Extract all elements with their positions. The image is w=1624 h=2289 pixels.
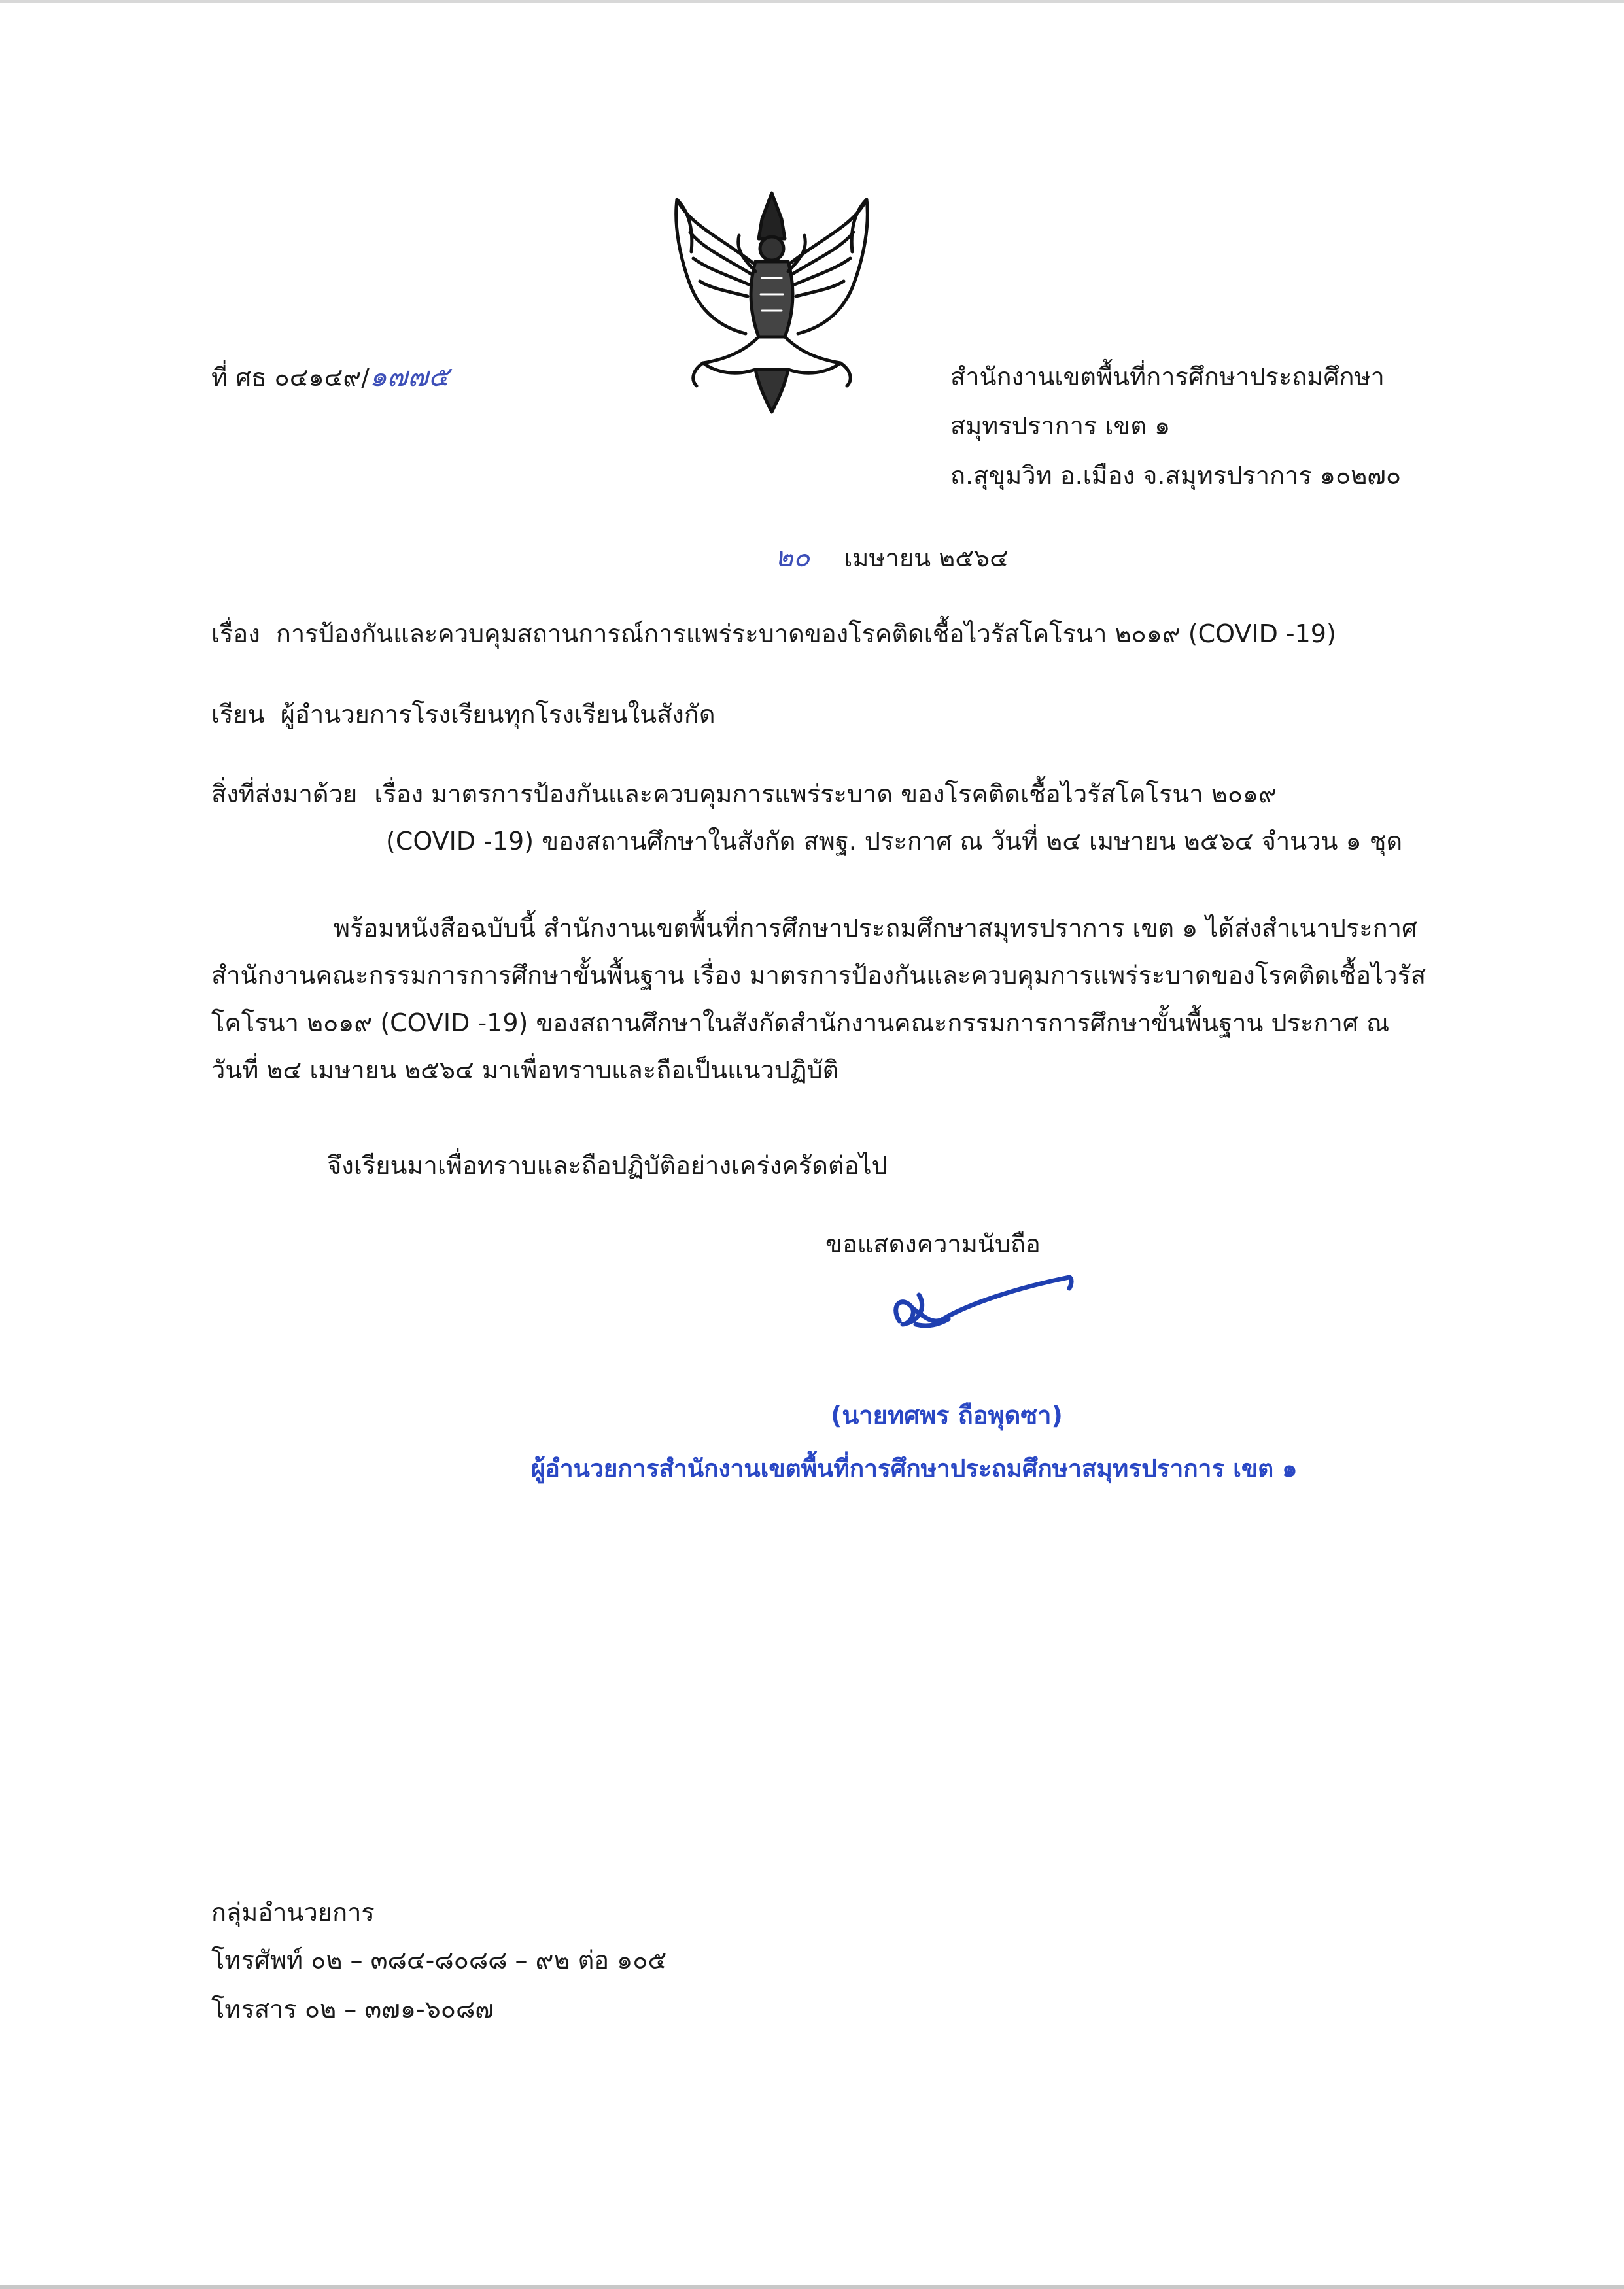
enclosure-text-line1: เรื่อง มาตรการป้องกันและควบคุมการแพร่ระบาด ของโรคติดเชื้อไวรัสโคโรนา ๒๐๑๙ — [374, 780, 1277, 808]
enclosure-text-line2: (COVID -19) ของสถานศึกษาในสังกัด สพฐ. ประกาศ ณ วันที่ ๒๔ เมษายน ๒๕๖๔ จำนวน ๑ ชุด — [386, 827, 1403, 855]
reference-number — [211, 361, 449, 393]
footer-fax: โทรสาร ๐๒ – ๓๗๑-๖๐๘๗ — [211, 1995, 494, 2023]
scan-top-edge — [0, 0, 1624, 3]
reference-handwritten-number: ๑๗๗๕ — [370, 360, 449, 392]
body-line3: โคโรนา ๒๐๑๙ (COVID -19) ของสถานศึกษาในสังกัดสำนักงานคณะกรรมการการศึกษาขั้นพื้นฐาน ประกาศ ณ — [211, 1008, 1390, 1037]
signer-position: ผู้อำนวยการสำนักงานเขตพื้นที่การศึกษาประถมศึกษาสมุทรปราการ เขต ๑ — [531, 1454, 1298, 1483]
enclosure-label: สิ่งที่ส่งมาด้วย — [211, 780, 358, 808]
closing-salutation: ขอแสดงความนับถือ — [825, 1230, 1041, 1258]
garuda-emblem-icon — [664, 186, 880, 419]
subject-line — [211, 618, 1336, 649]
subject-label: เรื่อง — [211, 619, 260, 648]
date-day-handwritten: ๒๐ — [775, 541, 810, 573]
signer-name: (นายทศพร ถือพุดซา) — [831, 1401, 1063, 1430]
recipient-line — [211, 698, 716, 730]
date-month-year: เมษายน ๒๕๖๔ — [844, 543, 1009, 572]
scan-bottom-edge — [0, 2285, 1624, 2289]
office-address: ถ.สุขุมวิท อ.เมือง จ.สมุทรปราการ ๑๐๒๗๐ — [950, 461, 1402, 490]
letter-date — [775, 542, 1009, 574]
recipient-label: เรียน — [211, 700, 265, 729]
body-line1: พร้อมหนังสือฉบับนี้ สำนักงานเขตพื้นที่การศึกษาประถมศึกษาสมุทรปราการ เขต ๑ ได้ส่งสำเนาประกาศ — [334, 914, 1418, 942]
subject-text: การป้องกันและควบคุมสถานการณ์การแพร่ระบาดของโรคติดเชื้อไวรัสโคโรนา ๒๐๑๙ (COVID -19) — [275, 619, 1336, 648]
enclosure-line1 — [211, 778, 1277, 810]
reference-prefix: ที่ ศธ ๐๔๑๔๙/ — [211, 363, 370, 392]
body-line2: สำนักงานคณะกรรมการการศึกษาขั้นพื้นฐาน เรื่อง มาตรการป้องกันและควบคุมการแพร่ระบาดของโรคติดเชื้อไวรัส — [211, 961, 1426, 990]
closing-request: จึงเรียนมาเพื่อทราบและถือปฏิบัติอย่างเคร่งครัดต่อไป — [327, 1151, 888, 1180]
office-name-line2: สมุทรปราการ เขต ๑ — [950, 411, 1171, 440]
footer-phone: โทรศัพท์ ๐๒ – ๓๘๔-๘๐๘๘ – ๙๒ ต่อ ๑๐๕ — [211, 1946, 667, 1974]
footer-department: กลุ่มอำนวยการ — [211, 1898, 375, 1927]
body-line4: วันที่ ๒๔ เมษายน ๒๕๖๔ มาเพื่อทราบและถือเป็นแนวปฏิบัติ — [211, 1056, 839, 1084]
signature-icon — [876, 1259, 1086, 1344]
office-name-line1: สำนักงานเขตพื้นที่การศึกษาประถมศึกษา — [950, 362, 1385, 391]
recipient-text: ผู้อำนวยการโรงเรียนทุกโรงเรียนในสังกัด — [280, 700, 716, 729]
